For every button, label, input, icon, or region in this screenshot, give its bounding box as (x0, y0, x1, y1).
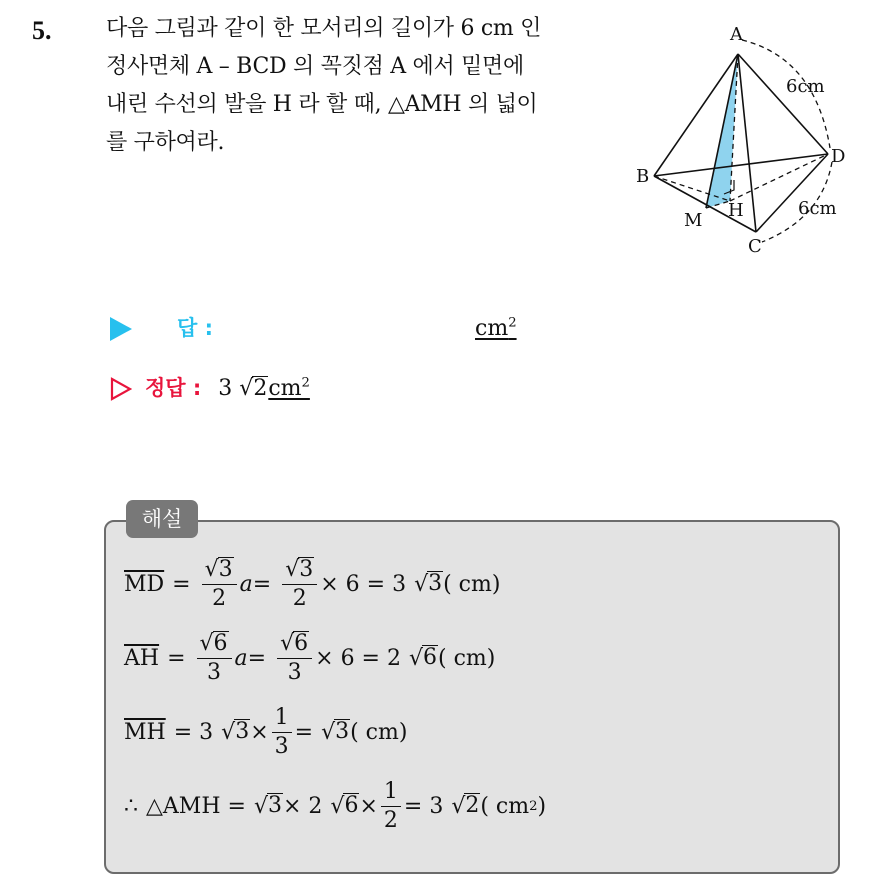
question-line-3: 내린 수선의 발을 H 라 할 때, △AMH 의 넓이 (106, 92, 538, 117)
tetrahedron-figure (630, 18, 860, 268)
question-line-2: 정사면체 A – BCD 의 꼭짓점 A 에서 밑면에 (106, 54, 524, 79)
solution-tag: 해설 (126, 500, 198, 538)
edge-ad (738, 54, 828, 154)
vertex-label-a: A (730, 24, 743, 45)
vertex-label-c: C (748, 236, 762, 257)
solution-line-2: $\overline{AH}$ = $\frac{√6}{3}$ a= $\frac{√6}{3}$ × 6 = 2 √ 6 ( cm) (124, 631, 496, 685)
solution-line-3: $\overline{MH}$ = 3 √ 3 × $\frac{1}{3}$ = √ 3 ( cm) (124, 705, 408, 759)
question-line-1: 다음 그림과 같이 한 모서리의 길이가 6 cm 인 (106, 16, 542, 41)
edge-bd (654, 154, 828, 176)
segment-hd (730, 154, 828, 201)
vertex-label-d: D (831, 146, 846, 167)
edge-length-label-ad: 6cm (786, 76, 825, 97)
question-number: 5. (32, 16, 52, 45)
vertex-label-b: B (636, 166, 650, 187)
correct-answer-row (110, 372, 310, 402)
answer-unit: $cm^2$ (475, 315, 517, 341)
edge-length-label-cd: 6cm (798, 198, 837, 219)
point-label-h: H (728, 200, 744, 221)
solution-line-1: $\overline{MD}$ = $\frac{√3}{2}$ a= $\frac{√3}{2}$ × 6 = 3 √ 3 ( cm) (124, 557, 501, 611)
answer-label: 답 : (177, 316, 213, 340)
correct-answer-value: 3 $√2cm^2$ (218, 375, 310, 401)
solution-line-4: ∴ △AMH = √ 3 × 2 √ 6 × $\frac{1}{2}$ = 3 √ 2 ( cm 2 ) (124, 779, 547, 833)
play-arrow-icon (110, 317, 132, 341)
vertex-label-m: M (684, 210, 703, 231)
outline-arrow-icon (110, 377, 132, 401)
answer-row (110, 312, 517, 342)
edge-cd (756, 154, 828, 232)
correct-answer-label: 정답 : (145, 376, 202, 400)
question-text (106, 10, 616, 162)
question-line-4: 를 구하여라. (106, 130, 225, 155)
